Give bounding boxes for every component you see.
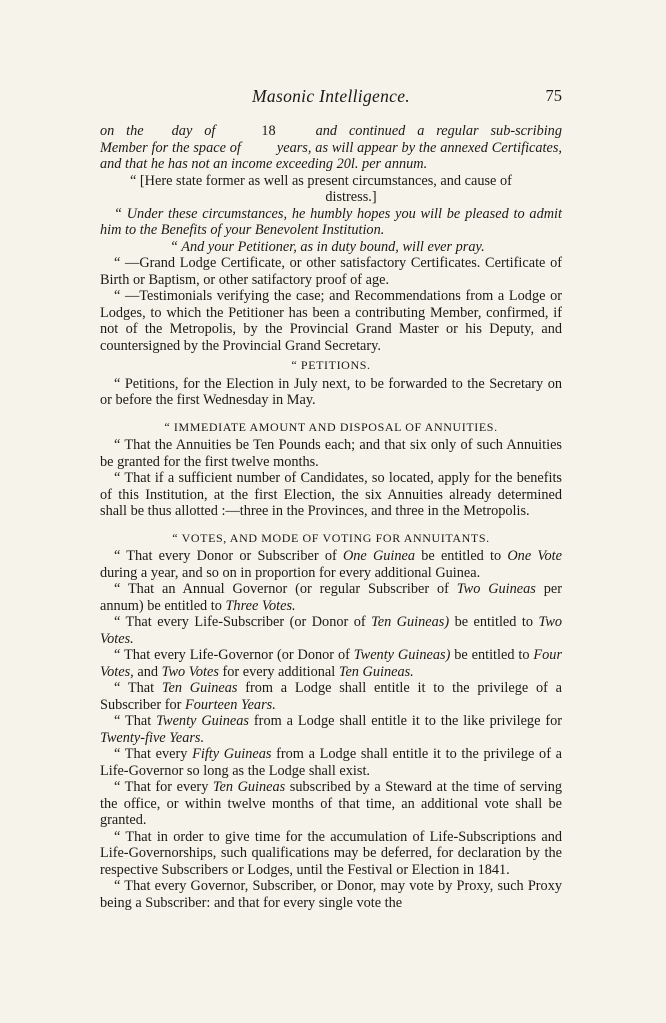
rule-emphasis: One Vote xyxy=(507,548,562,564)
rule-emphasis: Twenty-five Years. xyxy=(100,729,205,746)
rule-text: “ That every xyxy=(114,746,188,762)
form-distress: distress.] xyxy=(325,189,377,205)
rule-emphasis: Ten Guineas) xyxy=(371,614,450,630)
voting-rule: “ That every Governor, Subscriber, or Donor, may vote by Proxy, such Proxy being a Subscriber: and that for every single vote the xyxy=(100,878,562,911)
annuities-heading: “ IMMEDIATE AMOUNT AND DISPOSAL OF ANNUITIES. xyxy=(164,419,498,434)
form-text: years, as will appear by the annexed Certificates, and that he has not an income exceeding 20l. per annum. xyxy=(100,139,562,172)
rule-emphasis: Two Votes. xyxy=(100,614,563,647)
rule-text: and xyxy=(137,663,158,680)
rule-emphasis: Three Votes. xyxy=(225,597,296,614)
rule-text: from a Lodge shall entitle it to the privilege of a Life-Governor so long as the Lodge shall exist. xyxy=(100,746,562,779)
form-text: “ [Here state former as well as present circumstances, and cause of xyxy=(130,172,512,189)
rule-emphasis: Ten Guineas xyxy=(161,680,238,696)
rule-text: from a Lodge shall entitle it to the like privilege for xyxy=(253,713,563,729)
rule-text: subscribed by a Steward at the time of serving the office, or within twelve months of that time, an additional vote shall be granted. xyxy=(100,779,562,828)
rule-text: “ That every Life-Governor (or Donor of xyxy=(114,647,350,663)
rule-emphasis: Two Votes xyxy=(161,663,219,680)
voting-rule xyxy=(100,614,562,647)
rule-text: per annum) be entitled to xyxy=(100,581,562,614)
rule-emphasis: Ten Guineas xyxy=(212,779,286,795)
voting-rule xyxy=(100,548,562,581)
form-year: 18 xyxy=(261,123,276,139)
rule-emphasis: Fifty Guineas xyxy=(192,746,272,762)
voting-rule xyxy=(100,713,562,746)
petition-form-opening xyxy=(100,123,562,173)
rule-emphasis: Twenty Guineas) xyxy=(353,647,451,663)
voting-rule xyxy=(100,581,562,614)
rule-emphasis: Ten Guineas. xyxy=(338,663,414,680)
page-title: Masonic Intelligence. xyxy=(252,86,410,106)
form-testimonials: “ —Testimonials verifying the case; and Recommendations from a Lodge or Lodges, to which the Petitioner has been a contributing Member, confirmed, if not of the Metropolis, by the Provincial Grand Master or his Deputy, and countersigned by the Provincial Grand Secretary. xyxy=(100,288,562,354)
petitions-text: “ Petitions, for the Election in July next, to be forwarded to the Secretary on or before the first Wednesday in May. xyxy=(100,375,562,408)
rule-text: be entitled to xyxy=(421,548,502,564)
rule-text: “ That every Donor or Subscriber of xyxy=(114,548,337,564)
form-certificate: “ —Grand Lodge Certificate, or other satisfactory Certificates. Certificate of Birth or Baptism, or other satifactory proof of age. xyxy=(100,255,562,288)
voting-rule: “ That in order to give time for the accumulation of Life-Subscriptions and Life-Governorships, such qualifications may be deferred, for declaration by the respective Subscribers or Lodges, until the Festival or Election in 1841. xyxy=(100,828,562,878)
rule-emphasis: Two Guineas xyxy=(456,581,536,597)
form-text: day of xyxy=(171,123,216,139)
running-head xyxy=(100,86,562,108)
annuities-paragraph: “ That if a sufficient number of Candidates, so located, apply for the benefits of this Institution, at the first Election, the six Annuities already determined shall be thus allotted :—three in the Provinces, and three in the Metropolis. xyxy=(100,470,562,519)
rule-text: be entitled to xyxy=(454,614,533,630)
voting-heading: “ VOTES, AND MODE OF VOTING FOR ANNUITANTS. xyxy=(172,530,490,545)
rule-emphasis: One Guinea xyxy=(342,548,416,564)
rule-text: for every additional xyxy=(222,663,336,680)
form-text: and continued a regular sub-scribing Member for the space of xyxy=(100,123,562,156)
annuities-paragraph: “ That the Annuities be Ten Pounds each; and that six only of such Annuities be granted for the first twelve months. xyxy=(100,437,562,470)
form-text: on the xyxy=(100,123,144,139)
rule-text: “ That an Annual Governor (or regular Subscriber of xyxy=(114,581,449,597)
rule-text: be entitled to xyxy=(454,647,530,663)
body-text xyxy=(100,123,562,911)
rule-text: “ That xyxy=(114,713,152,729)
page-number: 75 xyxy=(545,86,562,105)
rule-emphasis: Fourteen Years. xyxy=(184,696,276,713)
form-pray: “ And your Petitioner, as in duty bound, will ever pray. xyxy=(170,238,485,255)
rule-text: “ That for every xyxy=(114,779,209,795)
rule-text: “ That xyxy=(114,680,155,696)
voting-rule xyxy=(100,779,562,829)
rule-text: from a Lodge shall entitle it to the privilege of a Subscriber for xyxy=(100,680,563,713)
voting-rule xyxy=(100,647,562,680)
rule-text: during a year, and so on in proportion for every additional Guinea. xyxy=(100,564,481,581)
rule-emphasis: Twenty Guineas xyxy=(156,713,249,729)
rule-text: “ That every Life-Subscriber (or Donor of xyxy=(114,614,366,630)
voting-rule xyxy=(100,680,562,713)
rule-emphasis: Four Votes, xyxy=(100,647,563,680)
petitions-heading: “ PETITIONS. xyxy=(291,358,371,372)
form-circumstances xyxy=(100,173,562,190)
voting-rule xyxy=(100,746,562,779)
form-hope: “ Under these circumstances, he humbly hopes you will be pleased to admit him to the Benefits of your Benevolent Institution. xyxy=(100,205,562,238)
